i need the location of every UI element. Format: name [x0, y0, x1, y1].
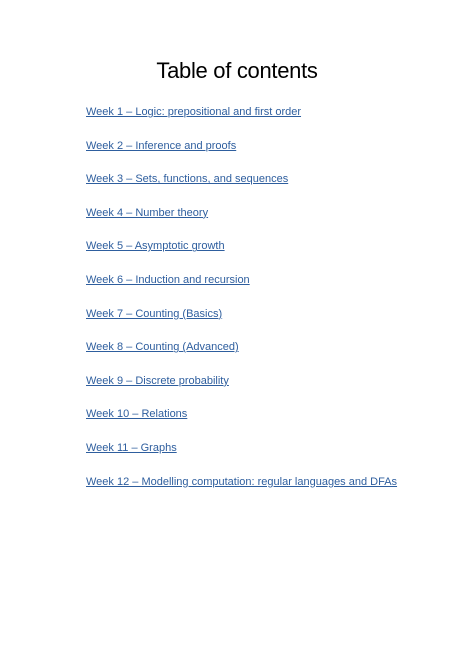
toc-entry-week-6 [86, 270, 397, 304]
toc-entry-week-4 [86, 203, 397, 237]
toc-link-week-7[interactable]: Week 7 – Counting (Basics) [86, 307, 223, 320]
toc-link-week-9[interactable]: Week 9 – Discrete probability [86, 374, 229, 387]
toc-entry-week-11 [86, 438, 397, 472]
toc-link-week-4[interactable]: Week 4 – Number theory [86, 206, 209, 219]
toc-link-week-3[interactable]: Week 3 – Sets, functions, and sequences [86, 173, 289, 186]
toc-link-week-1[interactable]: Week 1 – Logic: prepositional and first order [86, 106, 302, 118]
toc-entry-week-12 [86, 472, 397, 506]
toc-link-week-8[interactable]: Week 8 – Counting (Advanced) [86, 341, 239, 354]
toc-link-week-11[interactable]: Week 11 – Graphs [86, 441, 177, 454]
toc-entry-week-1 [86, 102, 397, 136]
page-title: Table of contents [156, 58, 318, 83]
toc-link-week-6[interactable]: Week 6 – Induction and recursion [86, 273, 250, 286]
toc-link-week-12[interactable]: Week 12 – Modelling computation: regular languages and DFAs [86, 475, 398, 488]
toc-link-week-5[interactable]: Week 5 – Asymptotic growth [86, 240, 225, 253]
toc-link-week-10[interactable]: Week 10 – Relations [86, 408, 188, 421]
table-of-contents [86, 102, 397, 505]
toc-entry-week-2 [86, 136, 397, 170]
toc-link-week-2[interactable]: Week 2 – Inference and proofs [86, 139, 237, 152]
toc-entry-week-3 [86, 169, 397, 203]
toc-entry-week-7 [86, 304, 397, 338]
toc-entry-week-8 [86, 337, 397, 371]
toc-entry-week-9 [86, 371, 397, 405]
toc-entry-week-5 [86, 236, 397, 270]
toc-entry-week-10 [86, 404, 397, 438]
